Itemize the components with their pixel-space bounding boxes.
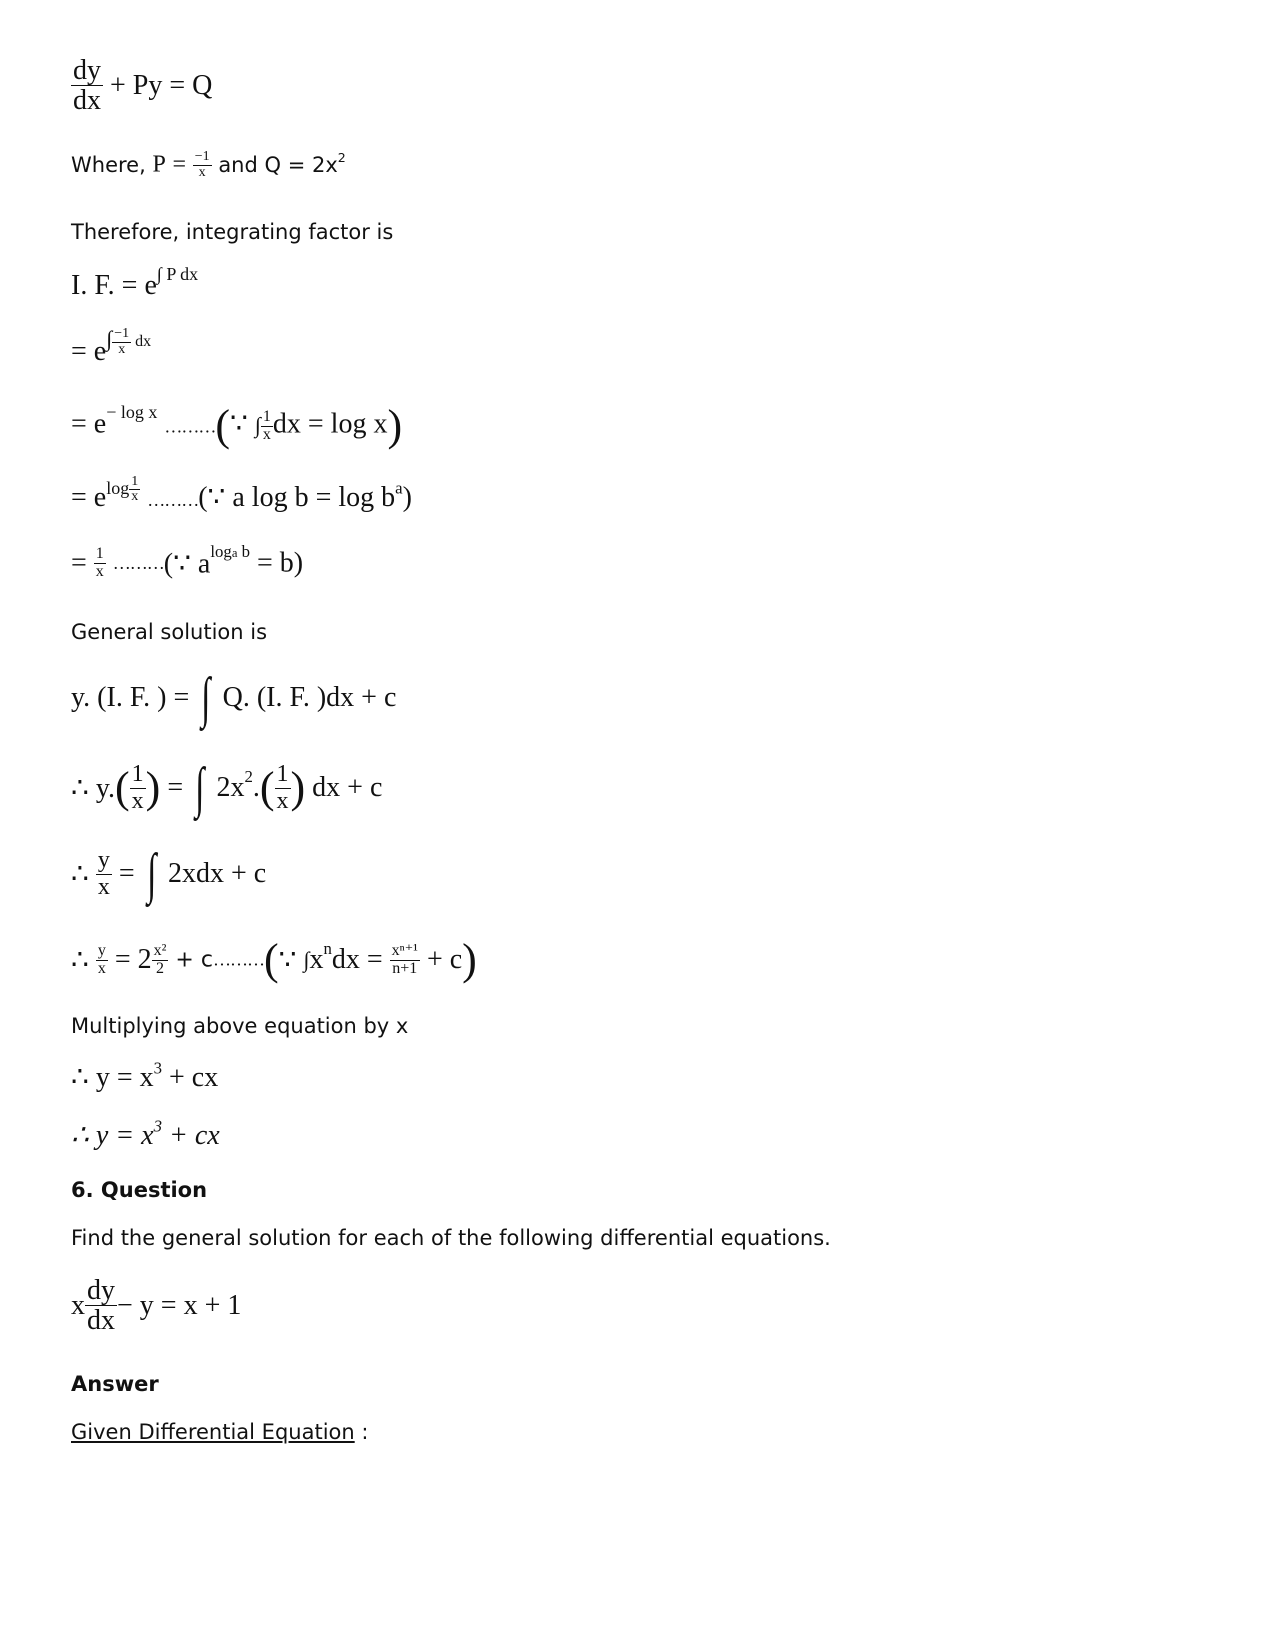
if-step-4: = $\frac{1}{x}$ ………(∵ $a^{loga b} = b$) bbox=[71, 542, 304, 581]
substitution-step: ∴ y.( $\frac{1}{x}$ ) = ∫ $2x^2$.( $\frac{1}{x}$ ) dx + c bbox=[71, 757, 383, 819]
if-step-3: = $e^{log \frac{1}{x}}$ ………(∵ a $\log b = \log b^a$) bbox=[71, 473, 412, 513]
if-step-2: = $e^{- log x}$ ………(∵ ∫ $\frac{1}{x}$ dx = log x) bbox=[71, 401, 403, 450]
answer-title: Answer bbox=[71, 1372, 159, 1396]
result-line-1: ∴ $y = x^3$ + cx bbox=[71, 1058, 219, 1093]
if-step-1: = $e^{\int \frac{-1}{x} dx}$ bbox=[71, 326, 152, 367]
question-equation: x $\frac{dy}{dx}$ − y = x + 1 bbox=[71, 1275, 242, 1337]
if-definition: I. F. = $e^{\int P dx}$ bbox=[71, 264, 199, 301]
where-line: Where, P = $\frac{-1}{x}$ and $Q = 2x^2$ bbox=[71, 149, 346, 180]
general-solution-formula: y. (I. F. ) = ∫ Q. (I. F. )dx + c bbox=[71, 667, 397, 729]
given-equation-heading: Given Differential Equation : bbox=[71, 1420, 369, 1444]
question-prompt: Find the general solution for each of the following differential equations. bbox=[71, 1226, 831, 1250]
integral-sign: ∫ bbox=[201, 667, 211, 729]
result-line-2: ∴ $y = x^3$ + cx bbox=[71, 1116, 220, 1151]
question-title: 6. Question bbox=[71, 1178, 208, 1202]
therefore-if-text: Therefore, integrating factor is bbox=[71, 220, 394, 244]
general-solution-text: General solution is bbox=[71, 620, 268, 644]
p-fraction: $\frac{-1}{x}$ bbox=[194, 149, 210, 180]
integrated-step: ∴ $\frac{y}{x}$ = 2 $\frac{\text{x²}}{2}$ + c………(∵ $\int x^ndx$ = $\frac{\text{xⁿ⁺¹}}{n+1}$ + c) bbox=[71, 935, 477, 984]
linear-form-equation: $\frac{dy}{dx}$ + Py = Q bbox=[73, 55, 213, 117]
dy-dx-fraction: $\frac{dy}{dx}$ bbox=[73, 55, 101, 117]
integral-sign: ∫ bbox=[106, 326, 113, 351]
multiplying-text: Multiplying above equation by x bbox=[71, 1014, 409, 1038]
simplified-integral-step: ∴ $\frac{y}{x}$ = ∫ 2xdx + c bbox=[71, 843, 267, 905]
